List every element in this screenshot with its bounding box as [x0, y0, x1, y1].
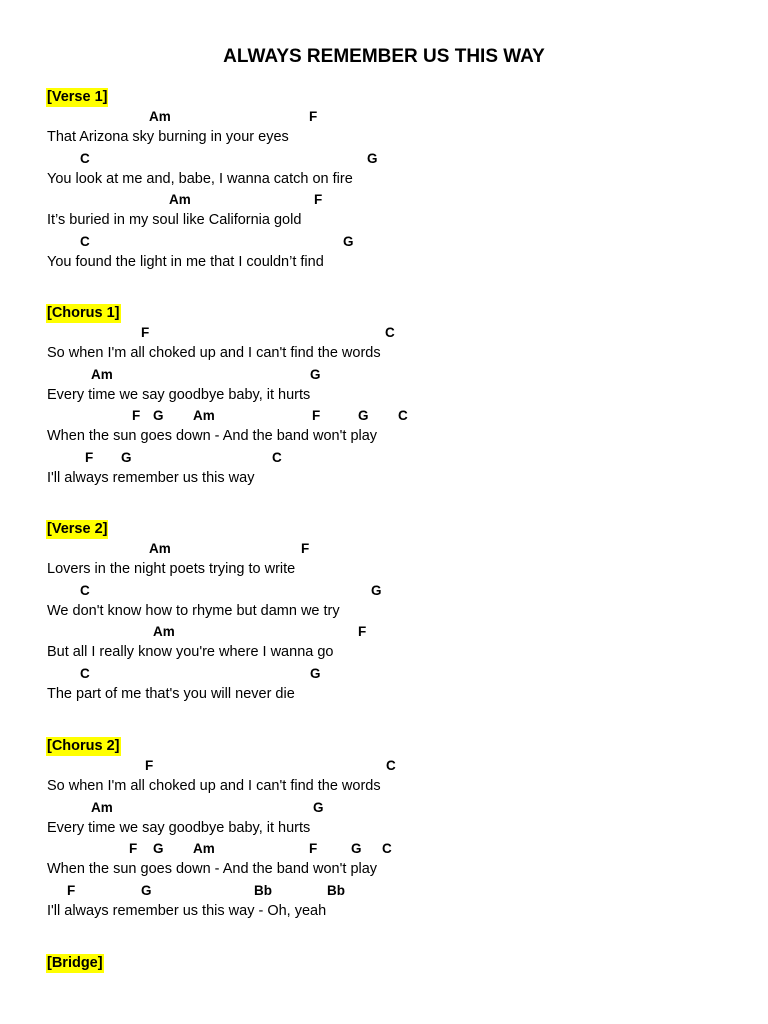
chord: G: [141, 883, 152, 899]
chord: Am: [193, 841, 215, 857]
section-label: [Verse 1]: [47, 89, 108, 105]
lyric-line: Lovers in the night poets trying to write: [47, 561, 296, 577]
chord: G: [367, 150, 378, 166]
chord: F: [314, 192, 323, 208]
lyric-line: But all I really know you're where I wanna go: [47, 644, 334, 661]
chord: C: [398, 408, 408, 424]
chord: F: [301, 541, 310, 556]
chord: F: [145, 758, 154, 773]
lyric-line: You found the light in me that I couldn’t find: [47, 254, 324, 271]
chord: F: [309, 109, 318, 124]
chord: Am: [153, 624, 175, 640]
section-label: [Chorus 1]: [47, 305, 120, 321]
lyric-line: I'll always remember us this way: [47, 470, 255, 487]
chord: G: [351, 841, 362, 857]
chord: Bb: [254, 883, 272, 899]
lyric-line: We don't know how to rhyme but damn we try: [47, 602, 340, 619]
chord: Bb: [327, 883, 345, 899]
chord: F: [309, 841, 318, 857]
chord: F: [85, 450, 94, 466]
chord: F: [312, 408, 321, 424]
lyric-line: You look at me and, babe, I wanna catch on fire: [47, 170, 353, 187]
chord: C: [385, 325, 395, 340]
chord: C: [382, 841, 392, 857]
lyric-line: I'll always remember us this way - Oh, yeah: [47, 903, 327, 920]
lyric-line: When the sun goes down - And the band won't play: [47, 428, 378, 445]
chord: F: [358, 624, 367, 640]
lyric-line: So when I'm all choked up and I can't find the words: [47, 778, 381, 794]
chord: G: [121, 450, 132, 466]
chord: F: [129, 841, 138, 857]
section-label: [Verse 2]: [47, 521, 108, 537]
chord: C: [80, 666, 90, 682]
lyric-line: So when I'm all choked up and I can't find the words: [47, 345, 381, 361]
lyric-line: Every time we say goodbye baby, it hurts: [47, 386, 311, 403]
chord: Am: [149, 109, 171, 124]
chord: G: [153, 408, 164, 424]
chord: G: [358, 408, 369, 424]
chord: C: [80, 234, 90, 250]
chord: C: [80, 582, 90, 598]
chord: C: [80, 150, 90, 166]
chord: F: [67, 883, 76, 899]
chord: F: [141, 325, 150, 340]
chord: Am: [169, 192, 191, 208]
chord: Am: [149, 541, 171, 556]
section-label: [Chorus 2]: [47, 738, 120, 754]
chord: C: [272, 450, 282, 466]
lyric-line: The part of me that's you will never die: [47, 686, 295, 703]
chord: G: [153, 841, 164, 857]
chord: G: [310, 666, 321, 682]
chord: G: [310, 366, 321, 382]
lyric-line: When the sun goes down - And the band won't play: [47, 861, 378, 878]
lyric-line: That Arizona sky burning in your eyes: [47, 129, 289, 145]
chord: G: [371, 582, 382, 598]
section-label: [Bridge]: [47, 955, 103, 971]
chord: Am: [91, 799, 113, 815]
song-title: ALWAYS REMEMBER US THIS WAY: [223, 46, 545, 67]
chord: Am: [193, 408, 215, 424]
chord: C: [386, 758, 396, 773]
chord: Am: [91, 366, 113, 382]
chord: G: [343, 234, 354, 250]
lyric-line: Every time we say goodbye baby, it hurts: [47, 819, 311, 836]
chord: F: [132, 408, 141, 424]
chord: G: [313, 799, 324, 815]
lyric-line: It’s buried in my soul like California gold: [47, 212, 302, 229]
